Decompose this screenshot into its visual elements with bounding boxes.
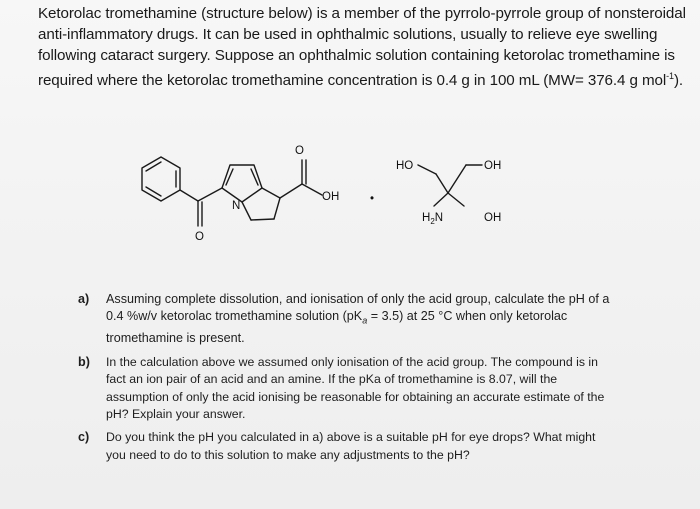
intro-line [38,24,688,45]
benzene-ring [142,157,180,201]
question-c [78,429,678,464]
chemical-structure [120,138,550,260]
subscript: a [362,315,368,326]
question-line: Do you think the pH you calculated in a) above is a suitable pH for eye drops? What might [106,430,596,445]
intro-text: following cataract surgery. Suppose an ophthalmic solution containing ketorolac tromethamine is [38,47,675,64]
question-text [106,291,678,348]
question-line: Assuming complete dissolution, and ionisation of only the acid group, calculate the pH of a [106,292,610,306]
question-text-part: = 3.5) at 25 °C when only ketorolac [367,309,568,324]
hydroxyl-label: OH [322,191,340,203]
question-line: pH? Explain your answer. [106,406,246,421]
amine-label [422,212,443,226]
ketorolac-tromethamine-structure [120,138,550,260]
question-text [106,429,678,464]
oxygen-label: O [295,145,304,157]
question-line: In the calculation above we assumed only ionisation of the acid group. The compound is in [106,354,598,369]
question-line: you need to do to this solution to make any adjustments to the pH? [106,447,470,462]
question-text [106,354,678,424]
oxygen-label: O [195,231,204,243]
question-b [78,354,678,424]
question-label: c) [78,430,90,445]
intro-paragraph [38,3,688,91]
question-a [78,291,678,348]
hydroxyl-label: OH [484,212,502,224]
questions-list [78,291,678,470]
hydroxyl-label: HO [396,160,414,172]
question-label: b) [78,354,90,369]
amine-subscript: 2 [430,217,435,226]
superscript: -1 [666,71,674,81]
question-line: assumption of only the acid ionising be reasonable for obtaining an accurate estimate of the [106,389,605,404]
intro-text: anti-inflammatory drugs. It can be used in ophthalmic solutions, usually to relieve eye swelling [38,26,658,43]
intro-text: Ketorolac tromethamine (structure below) is a member of the pyrrolo-pyrrole group of nonsteroidal [38,5,686,22]
question-label: a) [78,292,90,306]
amine-n: N [434,212,444,224]
nitrogen-label: N [232,200,241,212]
question-line: tromethamine is present. [106,331,245,346]
question-line [106,308,678,330]
intro-line [38,3,688,24]
salt-dot: • [370,193,375,205]
pyrrole-ring [222,165,262,202]
intro-line [38,45,688,66]
question-text-part: 0.4 %w/v ketorolac tromethamine solution (pK [106,309,363,324]
amine-h: H [422,212,431,224]
intro-text: ). [673,72,684,90]
question-line: fact an ion pair of an acid and an amine. If the pKa of tromethamine is 8.07, will the [106,372,558,387]
intro-text: required where the ketorolac tromethamine concentration is 0.4 g in 100 mL (MW= 376.4 g mol [38,72,667,90]
hydroxyl-label: OH [484,160,502,172]
intro-line [38,66,688,91]
